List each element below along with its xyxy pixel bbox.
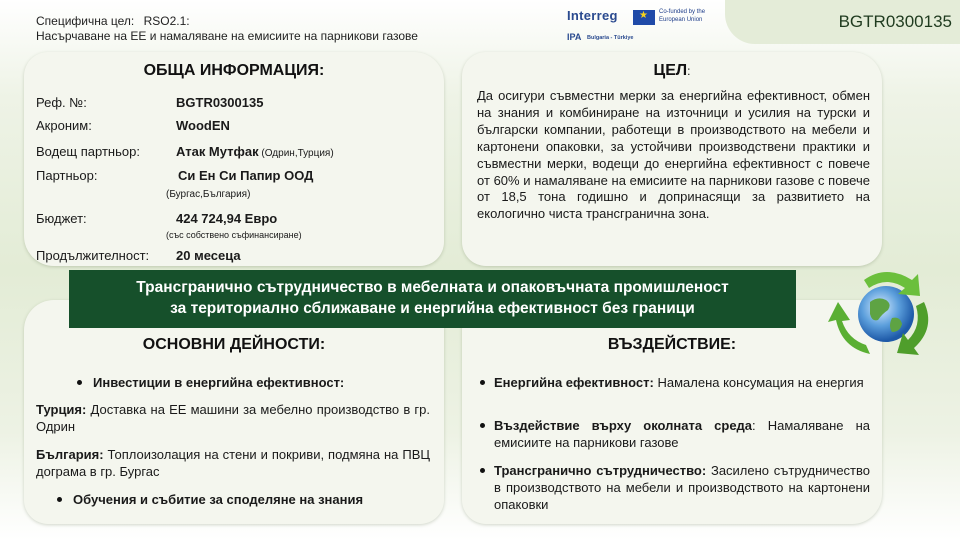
- goal-title: [462, 62, 882, 80]
- impact-item-text: Засилено сътрудничество в производството на мебели и производството на картонени опаковки: [494, 463, 871, 512]
- activities-card: [24, 300, 444, 524]
- impact-title: ВЪЗДЕЙСТВИЕ:: [607, 336, 737, 353]
- impact-card: [462, 300, 882, 524]
- impact-item-label: Въздействие върху околната среда: [494, 418, 753, 433]
- info-label: Реф. №:: [36, 95, 87, 110]
- eu-cofunded-text: Co-funded by the European Union: [659, 9, 706, 23]
- objective-code: RSO2.1:: [143, 14, 190, 28]
- info-label: Водещ партньор:: [36, 144, 140, 159]
- impact-item-text: : Намаляване на емисиите на парникови газове: [494, 418, 870, 450]
- info-value: BGTR0300135: [176, 95, 264, 110]
- impact-item-cooperation: [494, 462, 870, 513]
- impact-item-text: Намалена консумация на енергия: [653, 375, 864, 390]
- ipa-logo: IPA: [567, 32, 582, 42]
- general-info-card: [24, 52, 444, 266]
- lead-partner-location: (Одрин,Турция): [258, 148, 334, 159]
- info-value: 424 724,94 Евро: [176, 211, 278, 226]
- activity-bulgaria: [36, 446, 430, 480]
- objective-text: Насърчаване на ЕЕ и намаляване на емисиите на парникови газове: [36, 29, 418, 43]
- info-value: [176, 144, 334, 159]
- activities-title: ОСНОВНИ ДЕЙНОСТИ:: [142, 336, 326, 353]
- partner-location: (Бургас,България): [166, 189, 251, 200]
- bullet-dot: [480, 380, 485, 385]
- banner-line-1: Трансгранично сътрудничество в мебелната и опаковъчната промишленост: [136, 279, 729, 296]
- banner-line-2: за териториално сближаване и енергийна ефективност без граници: [170, 300, 695, 317]
- impact-item-environment: [494, 417, 870, 451]
- info-value: Си Ен Си Папир ООД: [178, 168, 314, 183]
- activity-bulgaria-label: България:: [36, 447, 104, 462]
- activity-bullet-trainings: Обучения и събитие за споделяне на знания: [73, 492, 364, 507]
- info-value: WoodEN: [176, 118, 230, 133]
- activity-turkey: [36, 401, 430, 435]
- region-label: Bulgaria - Türkiye: [587, 35, 634, 41]
- activity-turkey-text: Доставка на ЕЕ машини за мебелно производство в гр. Одрин: [36, 402, 430, 434]
- lead-partner-name: Атак Мутфак: [176, 144, 259, 159]
- info-label: Продължителност:: [36, 248, 150, 263]
- eu-flag-icon: [633, 10, 655, 25]
- project-title-banner: [69, 270, 796, 328]
- general-info-title: ОБЩА ИНФОРМАЦИЯ:: [143, 62, 325, 79]
- activity-bullet-investments: Инвестиции в енергийна ефективност:: [93, 375, 345, 390]
- goal-text: Да осигури съвместни мерки за енергийна ефективност, обмен на знания и комбиниране на източници и усилия на турски и български компании, работещи в производството на мебели и картонени опаковки, за устойчиви производствени практики и съвместни мерки, водещи до енергийна ефективност с повече от 60% и намаляване на емисиите на парникови газове с повече от 18,5 тона годишно и допринасящи за развитието на екологично чиста трансгранична зона.: [477, 88, 870, 222]
- info-value: 20 месеца: [176, 248, 241, 263]
- interreg-logo: Interreg: [567, 8, 618, 23]
- goal-title-suffix: :: [687, 64, 691, 78]
- bullet-dot: [480, 423, 485, 428]
- info-label: Партньор:: [36, 168, 98, 183]
- activity-turkey-label: Турция:: [36, 402, 87, 417]
- budget-note: (със собствено съфинансиране): [166, 230, 302, 240]
- impact-item-label: Трансгранично сътрудничество:: [494, 463, 707, 478]
- impact-item-energy: [494, 374, 870, 391]
- program-logos: [563, 6, 723, 46]
- info-label: Бюджет:: [36, 211, 87, 226]
- bullet-dot: [57, 497, 62, 502]
- goal-card: [462, 52, 882, 266]
- bullet-dot: [77, 380, 82, 385]
- impact-item-label: Енергийна ефективност:: [494, 375, 654, 390]
- goal-title-text: ЦЕЛ: [653, 62, 688, 79]
- activity-bulgaria-text: Топлоизолация на стени и покриви, подмяна на ПВЦ дограма в гр. Бургас: [36, 447, 430, 479]
- info-label: Акроним:: [36, 118, 92, 133]
- objective-header: [36, 14, 418, 44]
- project-code: BGTR0300135: [838, 12, 952, 31]
- bullet-dot: [480, 468, 485, 473]
- objective-label: Специфична цел:: [36, 14, 135, 28]
- project-code-badge: [725, 0, 960, 44]
- recycle-globe-icon: [826, 262, 946, 362]
